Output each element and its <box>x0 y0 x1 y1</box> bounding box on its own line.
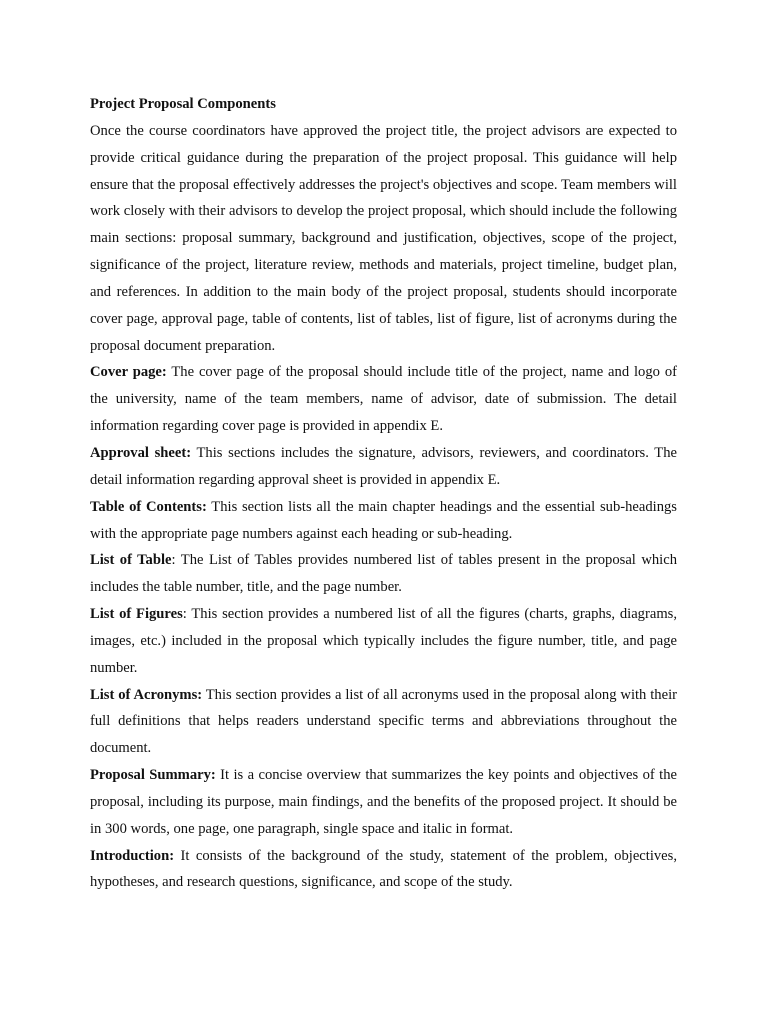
table-of-contents-paragraph <box>90 494 677 548</box>
proposal-summary-term: Proposal Summary: <box>90 767 216 784</box>
introduction-term: Introduction: <box>90 847 175 864</box>
approval-sheet-paragraph <box>90 440 677 494</box>
introduction-paragraph <box>90 843 677 897</box>
introduction-text: It consists of the background of the study, statement of the problem, objectives, hypotheses, and research questions, significance, and scope of the study. <box>90 847 677 891</box>
list-of-figures-paragraph <box>90 601 677 682</box>
approval-sheet-term: Approval sheet: <box>90 444 192 461</box>
list-of-acronyms-paragraph <box>90 682 677 763</box>
cover-page-text: The cover page of the proposal should include title of the project, name and logo of the university, name of the team members, name of advisor, date of submission. The detail information regarding cover page is provided in appendix E. <box>90 364 677 435</box>
list-of-table-text: : The List of Tables provides numbered list of tables present in the proposal which includes the table number, title, and the page number. <box>90 552 678 596</box>
cover-page-term: Cover page: <box>90 364 167 381</box>
document-page <box>90 91 677 896</box>
intro-paragraph: Once the course coordinators have approved the project title, the project advisors are expected to provide critical guidance during the preparation of the project proposal. This guidance will help ensure that the proposal effectively addresses the project's objectives and scope. Team members will work closely with their advisors to develop the project proposal, which should include the following main sections: proposal summary, background and justification, objectives, scope of the project, significance of the project, literature review, methods and materials, project timeline, budget plan, and references. In addition to the main body of the project proposal, students should incorporate cover page, approval page, table of contents, list of tables, list of figure, list of acronyms during the proposal document preparation. <box>90 122 677 354</box>
list-of-acronyms-text: This section provides a list of all acronyms used in the proposal along with their full definitions that helps readers understand specific terms and abbreviations throughout the document. <box>90 686 677 757</box>
approval-sheet-text: This sections includes the signature, advisors, reviewers, and coordinators. The detail information regarding approval sheet is provided in appendix E. <box>90 444 677 488</box>
section-heading: Project Proposal Components <box>90 96 276 112</box>
list-of-acronyms-term: List of Acronyms: <box>90 686 203 703</box>
list-of-table-term: List of Table <box>90 552 172 569</box>
cover-page-paragraph <box>90 359 677 440</box>
proposal-summary-paragraph <box>90 762 677 843</box>
list-of-table-paragraph <box>90 547 677 601</box>
list-of-figures-term: List of Figures <box>90 606 183 623</box>
list-of-figures-text: : This section provides a numbered list of all the figures (charts, graphs, diagrams, images, etc.) included in the proposal which typically includes the figure number, title, and page number. <box>90 606 677 676</box>
table-of-contents-text: This section lists all the main chapter headings and the essential sub-headings with the appropriate page numbers against each heading or sub-heading. <box>90 498 677 542</box>
proposal-summary-text: It is a concise overview that summarizes the key points and objectives of the proposal, including its purpose, main findings, and the benefits of the proposed project. It should be in 300 words, one page, one paragraph, single space and italic in format. <box>90 767 678 837</box>
table-of-contents-term: Table of Contents: <box>90 498 207 515</box>
